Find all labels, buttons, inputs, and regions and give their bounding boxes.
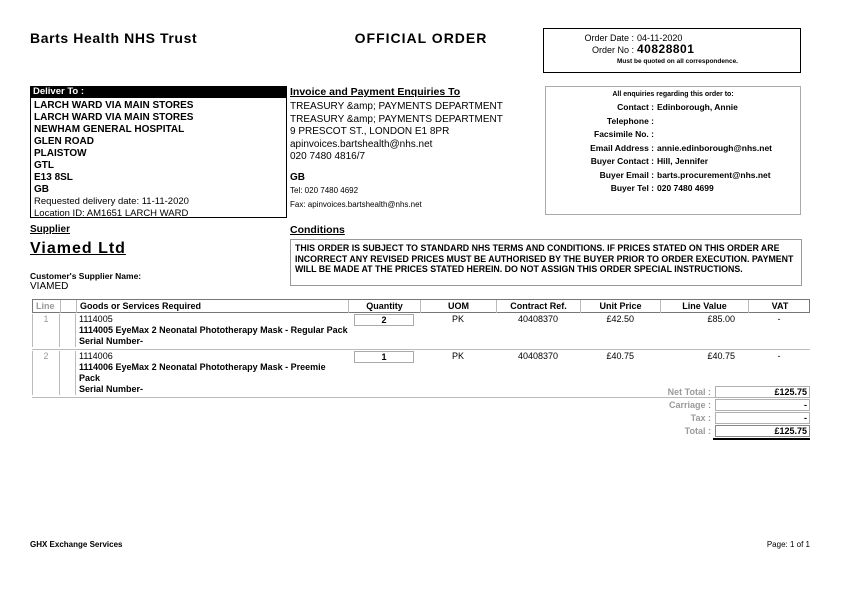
invoice-enquiries-email: apinvoices.bartshealth@nhs.net [290, 138, 433, 150]
quantity-value: 2 [354, 314, 414, 326]
document-title: OFFICIAL ORDER [354, 30, 488, 46]
deliver-address-line: PLAISTOW [34, 148, 87, 159]
telephone-label: Telephone : [606, 115, 654, 126]
col-header-contract-ref: Contract Ref. [497, 300, 581, 313]
unit-price-value: £40.75 [606, 351, 634, 361]
invoice-enquiries-line: TREASURY &amp; PAYMENTS DEPARTMENT [290, 113, 503, 125]
quantity-cell [348, 351, 420, 395]
contract-ref-value: 40408370 [517, 351, 559, 361]
contract-ref-value: 40408370 [517, 314, 559, 324]
col-header-uom: UOM [421, 300, 497, 313]
invoice-country: GB [290, 171, 305, 183]
line-sub-cell [60, 351, 76, 395]
buyer-contact-label: Buyer Contact : [590, 156, 654, 166]
table-header-row [32, 299, 810, 313]
total-label: Total : [684, 426, 711, 436]
table-row [32, 313, 810, 350]
contact-value: Edinborough, Annie [657, 102, 738, 112]
facsimile-label: Facsimile No. : [594, 129, 654, 139]
goods-cell [76, 314, 348, 347]
carriage-label: Carriage : [668, 400, 711, 410]
invoice-enquiries-line: TREASURY &amp; PAYMENTS DEPARTMENT [290, 101, 503, 112]
item-serial: Serial Number- [79, 336, 144, 346]
line-value-value: £40.75 [707, 351, 735, 361]
col-header-blank [61, 300, 77, 313]
item-description: 1114006 EyeMax 2 Neonatal Phototherapy Mask - Preemie Pack [79, 362, 326, 383]
buyer-tel-value: 020 7480 4699 [657, 183, 714, 193]
carriage-value: - [715, 399, 810, 411]
order-note: Must be quoted on all correspondence. [617, 58, 738, 65]
conditions-text: THIS ORDER IS SUBJECT TO STANDARD NHS TERMS AND CONDITIONS. IF PRICES STATED ON THIS ORDER ARE INCORRECT ANY REVISED PRICES MUST BE AUTHORISED BY THE BUYER PRIOR TO ORDER EXECUTION. PAYMENT WILL BE MADE AT THE PRICES STATED HEREIN. DO NOT ASSIGN THIS ORDER SPECIAL INSTRUCTIONS. [295, 243, 794, 275]
deliver-address-line: LARCH WARD VIA MAIN STORES [34, 100, 194, 111]
col-header-vat: VAT [771, 301, 789, 311]
line-sub-cell [60, 314, 76, 347]
conditions-section [290, 224, 802, 286]
unit-price-value: £42.50 [606, 314, 634, 324]
invoice-enquiries-title: Invoice and Payment Enquiries To [290, 86, 461, 98]
footer-service-name: GHX Exchange Services [30, 540, 123, 549]
order-date-value: 04-11-2020 [637, 33, 683, 43]
email-address-value: annie.edinborough@nhs.net [657, 142, 773, 153]
buyer-contact-value: Hill, Jennifer [657, 156, 709, 166]
order-info-box [543, 28, 801, 73]
vat-value: - [777, 351, 781, 361]
line-number: 2 [32, 351, 60, 395]
invoice-tel: Tel: 020 7480 4692 [290, 185, 359, 195]
buyer-tel-label: Buyer Tel : [610, 183, 654, 193]
order-enquiries-box [545, 86, 801, 215]
deliver-to-header: Deliver To : [30, 86, 287, 98]
net-total-label: Net Total : [667, 387, 711, 397]
line-value-value: £85.00 [707, 314, 735, 324]
deliver-address-line: NEWHAM GENERAL HOSPITAL [34, 124, 185, 135]
invoice-enquiries-phone: 020 7480 4816/7 [290, 151, 366, 162]
conditions-box [290, 239, 802, 286]
tax-label: Tax : [690, 413, 711, 423]
item-code: 1114006 [79, 351, 113, 361]
invoice-enquiries-section [290, 86, 542, 212]
line-number: 1 [32, 314, 60, 347]
item-code: 1114005 [79, 314, 113, 324]
net-total-value: £125.75 [715, 386, 810, 398]
order-items-table [32, 299, 810, 398]
col-header-quantity: Quantity [349, 300, 421, 313]
telephone-row [546, 115, 800, 129]
customer-supplier-label: Customer's Supplier Name: [30, 271, 142, 281]
total-underline [713, 438, 810, 440]
supplier-section [30, 224, 280, 292]
email-address-row [546, 142, 800, 156]
order-no-label: Order No : [591, 45, 634, 55]
buyer-tel-row [546, 182, 800, 196]
vat-value: - [777, 314, 781, 324]
supplier-name: Viamed Ltd [30, 240, 126, 257]
total-value: £125.75 [715, 425, 810, 437]
buyer-email-label: Buyer Email : [599, 169, 654, 180]
uom-value: PK [451, 351, 464, 361]
tax-value: - [715, 412, 810, 424]
enquiries-heading: All enquiries regarding this order to: [612, 91, 734, 98]
customer-supplier-name: VIAMED [30, 281, 69, 292]
buyer-email-row [546, 169, 800, 183]
conditions-title: Conditions [290, 224, 345, 236]
trust-name: Barts Health NHS Trust [30, 30, 198, 46]
buyer-contact-row [546, 155, 800, 169]
quantity-cell [348, 314, 420, 347]
carriage-row [600, 399, 810, 411]
email-address-label: Email Address : [590, 142, 654, 153]
deliver-address-line: E13 8SL [34, 172, 73, 183]
deliver-to-box [30, 98, 287, 218]
tax-row [600, 412, 810, 424]
invoice-enquiries-line: 9 PRESCOT ST., LONDON E1 8PR [290, 126, 450, 137]
order-no-row [544, 44, 800, 56]
location-id: Location ID: AM1651 LARCH WARD [34, 208, 189, 219]
deliver-address-line: GTL [34, 160, 54, 171]
total-row [600, 425, 810, 437]
supplier-title: Supplier [30, 224, 71, 235]
requested-delivery-date: Requested delivery date: 11-11-2020 [34, 196, 189, 207]
contact-label: Contact : [617, 102, 654, 112]
totals-section [600, 386, 810, 440]
col-header-unit-price: Unit Price [581, 300, 661, 313]
col-header-line: Line [33, 300, 61, 313]
deliver-address-line: LARCH WARD VIA MAIN STORES [34, 112, 194, 123]
invoice-fax: Fax: apinvoices.bartshealth@nhs.net [290, 200, 422, 209]
col-header-goods: Goods or Services Required [77, 300, 349, 313]
contact-row [546, 101, 800, 115]
net-total-row [600, 386, 810, 398]
item-description: 1114005 EyeMax 2 Neonatal Phototherapy Mask - Regular Pack [79, 325, 348, 335]
facsimile-row [546, 128, 800, 142]
buyer-email-value: barts.procurement@nhs.net [657, 169, 771, 180]
deliver-address-line: GLEN ROAD [34, 136, 94, 147]
item-serial: Serial Number- [79, 384, 144, 394]
uom-value: PK [451, 314, 464, 324]
goods-cell [76, 351, 348, 395]
order-no-value: 40828801 [637, 42, 695, 56]
footer-page-number: Page: 1 of 1 [766, 540, 810, 549]
col-header-line-value: Line Value [661, 300, 749, 313]
order-date-label: Order Date : [584, 33, 634, 43]
quantity-value: 1 [354, 351, 414, 363]
deliver-address-line: GB [34, 184, 49, 195]
